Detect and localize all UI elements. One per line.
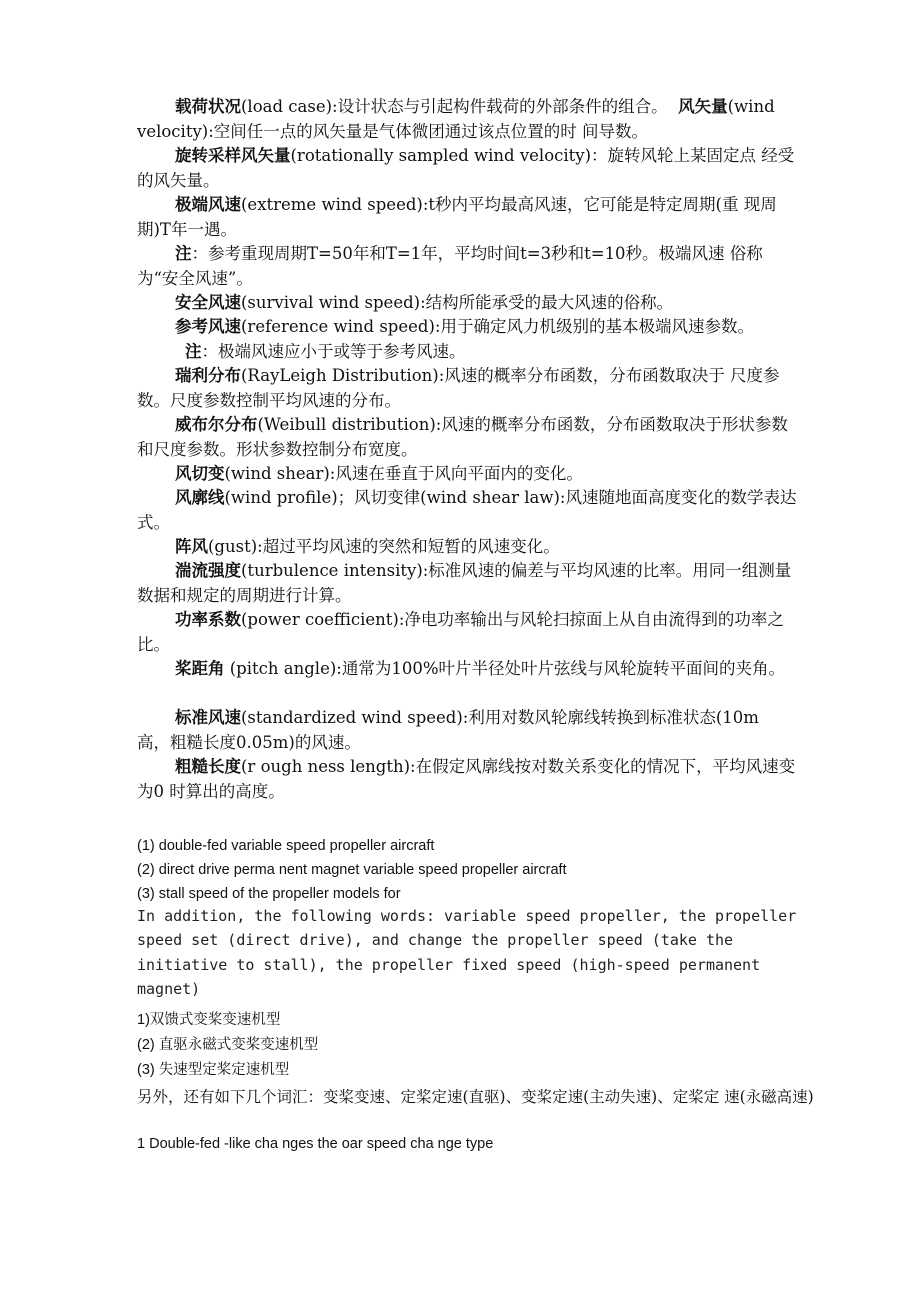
- definition-text: ：参考重现周期T=50年和T=1年，平均时间t=3秒和t=10秒。极端风速 俗称为“安全风速”。: [137, 244, 763, 288]
- definition-text: (extreme wind speed):t秒内平均最高风速，它可能是特定周期(重 现周期)T年一遇。: [137, 195, 777, 239]
- definition-extreme-wind: [137, 193, 797, 242]
- term: 威布尔分布: [175, 415, 258, 434]
- definition-text: (Weibull distribution):风速的概率分布函数，分布函数取决于形状参数和尺度参数。形状参数控制分布宽度。: [137, 415, 788, 459]
- chinese-list-item: (3) 失速型定桨定速机型: [137, 1062, 290, 1078]
- definition-text: (pitch angle):通常为100%叶片半径处叶片弦线与风轮旋转平面间的夹角。: [224, 659, 786, 678]
- term-load-case: 载荷状况: [175, 97, 241, 116]
- definition-turbulence: [137, 559, 797, 608]
- note-label: 注: [175, 244, 192, 263]
- definition-rayleigh: [137, 364, 797, 413]
- term: 阵风: [175, 537, 208, 556]
- term: 风廓线: [175, 488, 225, 507]
- term-wind-velocity: 风矢量: [678, 97, 728, 116]
- definition-text: (wind velocity):空间任一点的风矢量是气体微团通过该点位置的时 间导数。: [137, 97, 775, 141]
- term: 瑞利分布: [175, 366, 241, 385]
- definition-reference-wind: [137, 315, 797, 340]
- note-reference-wind: [137, 340, 797, 365]
- definition-text: (survival wind speed):结构所能承受的最大风速的俗称。: [241, 293, 674, 312]
- definition-text: (wind shear):风速在垂直于风向平面内的变化。: [224, 464, 583, 483]
- definition-text: (wind profile)；风切变律(wind shear law):风速随地面高度变化的数学表达式。: [137, 488, 797, 532]
- definition-text: (standardized wind speed):利用对数风轮廓线转换到标准状态(10m 高，粗糙长度0.05m)的风速。: [137, 708, 759, 752]
- term: 桨距角: [175, 659, 225, 678]
- definition-rotational-wind: [137, 144, 797, 193]
- chinese-list-item: (2) 直驱永磁式变桨变速机型: [137, 1037, 319, 1053]
- note-label: 注: [185, 342, 202, 361]
- definition-text: (r ough ness length):在假定风廓线按对数关系变化的情况下，平均风速变为0 时算出的高度。: [137, 757, 796, 801]
- english-list-item: (1) double-fed variable speed propeller aircraft: [137, 838, 435, 854]
- definition-power-coefficient: [137, 608, 797, 657]
- term: 旋转采样风矢量: [175, 146, 291, 165]
- term: 极端风速: [175, 195, 241, 214]
- term: 粗糙长度: [175, 757, 241, 776]
- note-extreme-wind: [137, 242, 797, 291]
- definition-text: (load case):设计状态与引起构件载荷的外部条件的组合。: [241, 97, 668, 116]
- definition-text: (power coefficient):净电功率输出与风轮扫掠面上从自由流得到的功率之比。: [137, 610, 784, 654]
- term: 参考风速: [175, 317, 241, 336]
- definition-load-case: [137, 95, 797, 144]
- definition-standardized-wind: [137, 706, 797, 755]
- definition-text: ：极端风速应小于或等于参考风速。: [201, 342, 466, 361]
- chinese-list-item: 1)双馈式变桨变速机型: [137, 1012, 281, 1028]
- term: 安全风速: [175, 293, 241, 312]
- chinese-paragraph: 另外，还有如下几个词汇：变桨变速、定桨定速(直驱)、变桨定速(主动失速)、定桨定 速(永磁高速): [137, 1088, 814, 1106]
- definition-text: (gust):超过平均风速的突然和短暂的风速变化。: [208, 537, 560, 556]
- term: 功率系数: [175, 610, 241, 629]
- english-list-item: (3) stall speed of the propeller models for: [137, 886, 401, 902]
- english-paragraph: In addition, the following words: variable speed propeller, the propeller speed set (direct drive), and change the propeller speed (take the initiative to stall), the propeller fixed speed (high-speed permanent magnet): [137, 907, 797, 998]
- english-list-item: (2) direct drive perma nent magnet variable speed propeller aircraft: [137, 862, 567, 878]
- definition-gust: [137, 535, 797, 560]
- definition-wind-shear: [137, 462, 797, 487]
- term: 标准风速: [175, 708, 241, 727]
- definition-text: (reference wind speed):用于确定风力机级别的基本极端风速参数。: [241, 317, 754, 336]
- definition-survival-wind: [137, 291, 797, 316]
- term: 风切变: [175, 464, 225, 483]
- definition-wind-profile: [137, 486, 797, 535]
- term: 湍流强度: [175, 561, 241, 580]
- definition-text: (rotationally sampled wind velocity)：旋转风轮上某固定点 经受的风矢量。: [137, 146, 795, 190]
- definition-text: (turbulence intensity):标准风速的偏差与平均风速的比率。用同一组测量数据和规定的周期进行计算。: [137, 561, 792, 605]
- definition-roughness-length: [137, 755, 797, 804]
- definition-text: (RayLeigh Distribution):风速的概率分布函数，分布函数取决于 尺度参数。尺度参数控制平均风速的分布。: [137, 366, 780, 410]
- definition-pitch-angle: [137, 657, 797, 682]
- definition-weibull: [137, 413, 797, 462]
- final-line: 1 Double-fed -like cha nges the oar speed cha nge type: [137, 1136, 494, 1152]
